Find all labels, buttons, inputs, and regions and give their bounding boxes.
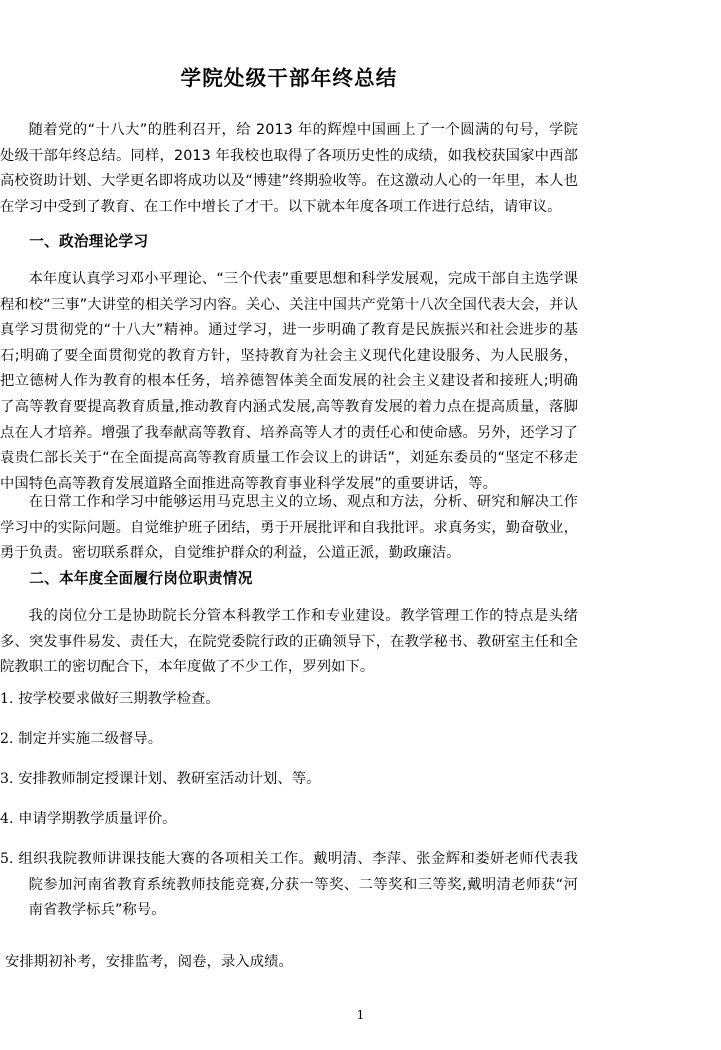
section-2-paragraph-1: 我的岗位分工是协助院长分管本科教学工作和专业建设。教学管理工作的特点是头绪多、突发事件易发、责任大，在院党委院行政的正确领导下，在教学秘书、教研室主任和全院教职工的密切配合下，本年度做了不少工作，罗列如下。 <box>0 608 578 676</box>
list-item <box>0 687 578 713</box>
list-item-text: 组织我院教师讲课技能大赛的各项相关工作。戴明清、李萍、张金辉和娄妍老师代表我院参加河南省教育系统教师技能竞赛,分获一等奖、二等奖和三等奖,戴明清老师获“河南省教学标兵”称号。 <box>18 851 578 919</box>
list-item-text: 按学校要求做好三期教学检查。 <box>18 691 220 707</box>
list-item-text: 安排教师制定授课计划、教研室活动计划、等。 <box>18 771 321 787</box>
list-item-marker: 3. <box>0 771 14 787</box>
list-item-text: 制定并实施二级督导。 <box>18 731 163 747</box>
list-item <box>0 727 578 753</box>
section-1-paragraph-2: 在日常工作和学习中能够运用马克思主义的立场、观点和方法，分析、研究和解决工作学习中的实际问题。自觉维护班子团结，勇于开展批评和自我批评。求真务实，勤奋敬业，勇于负责。密切联系群众，自觉维护群众的利益，公道正派，勤政廉洁。 <box>0 494 578 562</box>
list-item-marker: 5. <box>0 851 14 867</box>
intro-paragraph: 随着党的“十八大”的胜利召开，给 2013 年的辉煌中国画上了一个圆满的句号，学院处级干部年终总结。同样，2013 年我校也取得了各项历史性的成绩，如我校获国家中西部高校资助计划、大学更名即将成功以及“博建”终期验收等。在这激动人心的一年里，本人也在学习中受到了教育、在工作中增长了才干。以下就本年度各项工作进行总结，请审议。 <box>0 122 578 215</box>
list-item <box>0 847 578 924</box>
list-item-text: 申请学期教学质量评价。 <box>18 811 177 827</box>
page-title: 学院处级干部年终总结 <box>180 66 398 90</box>
closing-paragraph: 安排期初补考，安排监考，阅卷，录入成绩。 <box>5 954 293 970</box>
list-item-marker: 4. <box>0 811 14 827</box>
section-1-paragraph-1: 本年度认真学习邓小平理论、“三个代表”重要思想和科学发展观，完成干部自主选学课程和校“三事”大讲堂的相关学习内容。关心、关注中国共产党第十八次全国代表大会，并认真学习贯彻党的“十八大”精神。通过学习，进一步明确了教育是民族振兴和社会进步的基石;明确了要全面贯彻党的教育方针，坚持教育为社会主义现代化建设服务、为人民服务，把立德树人作为教育的根本任务，培养德智体美全面发展的社会主义建设者和接班人;明确了高等教育要提高教育质量,推动教育内涵式发展,高等教育发展的着力点在提高质量，落脚点在人才培养。增强了我奉献高等教育、培养高等人才的责任心和使命感。另外，还学习了袁贵仁部长关于“在全面提高高等教育质量工作会议上的讲话”，刘延东委员的“坚定不移走中国特色高等教育发展道路全面推进高等教育事业科学发展”的重要讲话，等。 <box>0 271 578 492</box>
page-number: 1 <box>356 1007 365 1022</box>
section-heading-1: 一、政治理论学习 <box>29 233 149 250</box>
list-item <box>0 807 578 833</box>
section-heading-2: 二、本年度全面履行岗位职责情况 <box>29 570 253 587</box>
list-item-marker: 1. <box>0 691 14 707</box>
list-item-marker: 2. <box>0 731 14 747</box>
list-item <box>0 767 578 793</box>
